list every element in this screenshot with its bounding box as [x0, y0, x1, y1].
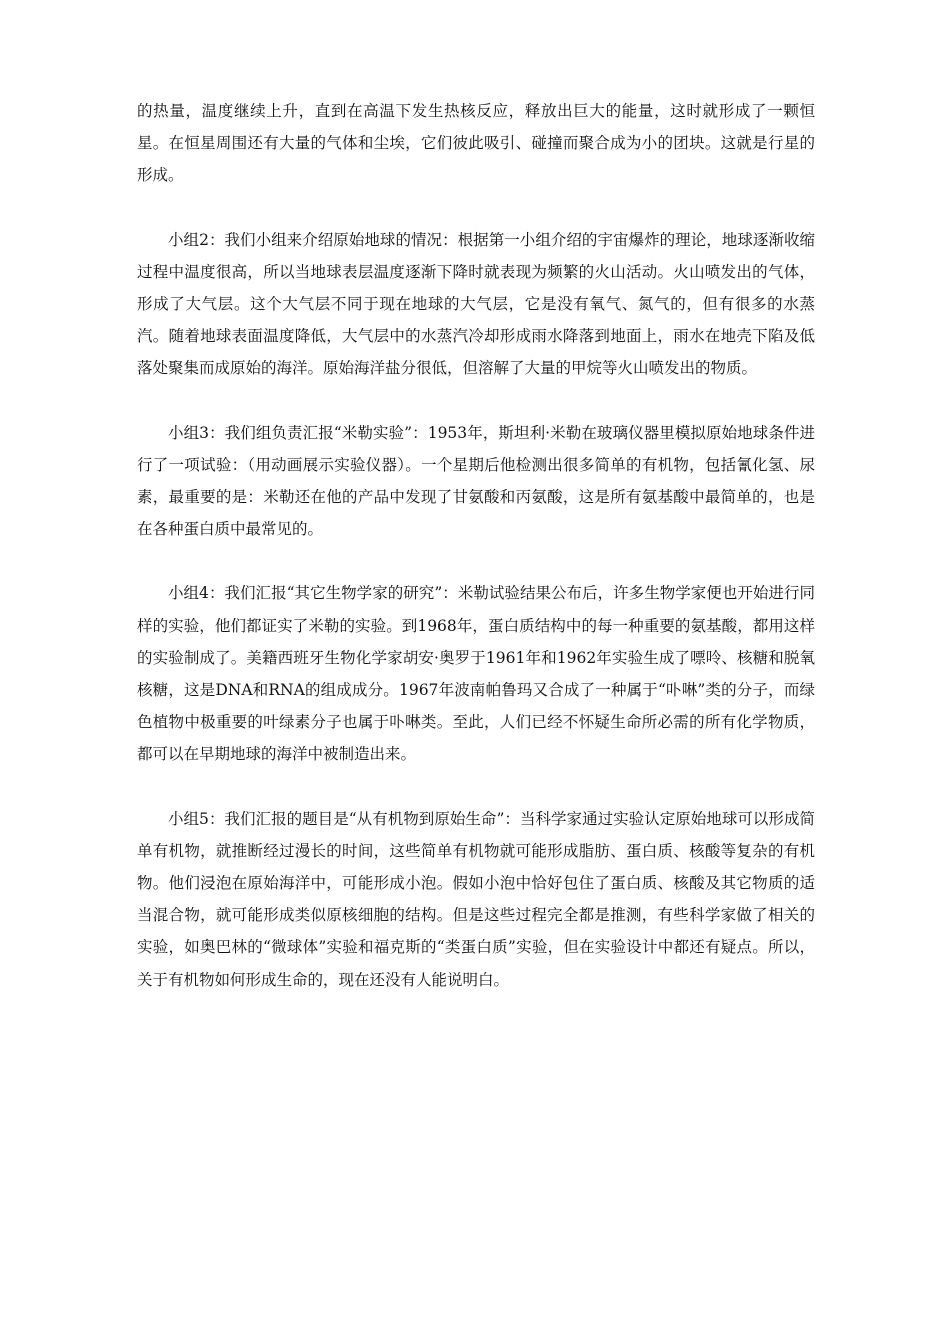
paragraph-group-2: 小组2：我们小组来介绍原始地球的情况：根据第一小组介绍的宇宙爆炸的理论，地球逐渐收缩过程中温度很高，所以当地球表层温度逐渐下降时就表现为频繁的火山活动。火山喷发出的气体，形成了大气层。这个大气层不同于现在地球的大气层，它是没有氧气、氮气的，但有很多的水蒸汽。随着地球表面温度降低，大气层中的水蒸汽冷却形成雨水降落到地面上，雨水在地壳下陷及低落处聚集而成原始的海洋。原始海洋盐分很低，但溶解了大量的甲烷等火山喷发出的物质。: [137, 230, 815, 378]
paragraph-star-formation: 的热量，温度继续上升，直到在高温下发生热核反应，释放出巨大的能量，这时就形成了一颗恒星。在恒星周围还有大量的气体和尘埃，它们彼此吸引、碰撞而聚合成为小的团块。这就是行星的形成。: [137, 102, 815, 185]
paragraph-group-3: 小组3：我们组负责汇报“米勒实验”：1953年，斯坦利·米勒在玻璃仪器里模拟原始地球条件进行了一项试验：（用动画展示实验仪器）。一个星期后他检测出很多简单的有机物，包括氰化氢、尿素，最重要的是：米勒还在他的产品中发现了甘氨酸和丙氨酸，这是所有氨基酸中最简单的，也是在各种蛋白质中最常见的。: [137, 423, 815, 539]
document-body: [137, 95, 815, 1028]
paragraph-group-5: 小组5：我们汇报的题目是“从有机物到原始生命”：当科学家通过实验认定原始地球可以形成简单有机物，就推断经过漫长的时间，这些简单有机物就可能形成脂肪、蛋白质、核酸等复杂的有机物。他们浸泡在原始海洋中，可能形成小泡。假如小泡中恰好包住了蛋白质、核酸及其它物质的适当混合物，就可能形成类似原核细胞的结构。但是这些过程完全都是推测，有些科学家做了相关的实验，如奥巴林的“微球体”实验和福克斯的“类蛋白质”实验，但在实验设计中都还有疑点。所以，关于有机物如何形成生命的，现在还没有人能说明白。: [137, 809, 815, 989]
paragraph-group-4: 小组4：我们汇报“其它生物学家的研究”：米勒试验结果公布后，许多生物学家便也开始进行同样的实验，他们都证实了米勒的实验。到1968年，蛋白质结构中的每一种重要的氨基酸，都用这样的实验制成了。美籍西班牙生物化学家胡安·奥罗于1961年和1962年实验生成了嘌呤、核糖和脱氧核糖，这是DNA和RNA的组成成分。1967年波南帕鲁玛又合成了一种属于“卟啉”类的分子，而绿色植物中极重要的叶绿素分子也属于卟啉类。至此，人们已经不怀疑生命所必需的所有化学物质，都可以在早期地球的海洋中被制造出来。: [137, 584, 815, 764]
